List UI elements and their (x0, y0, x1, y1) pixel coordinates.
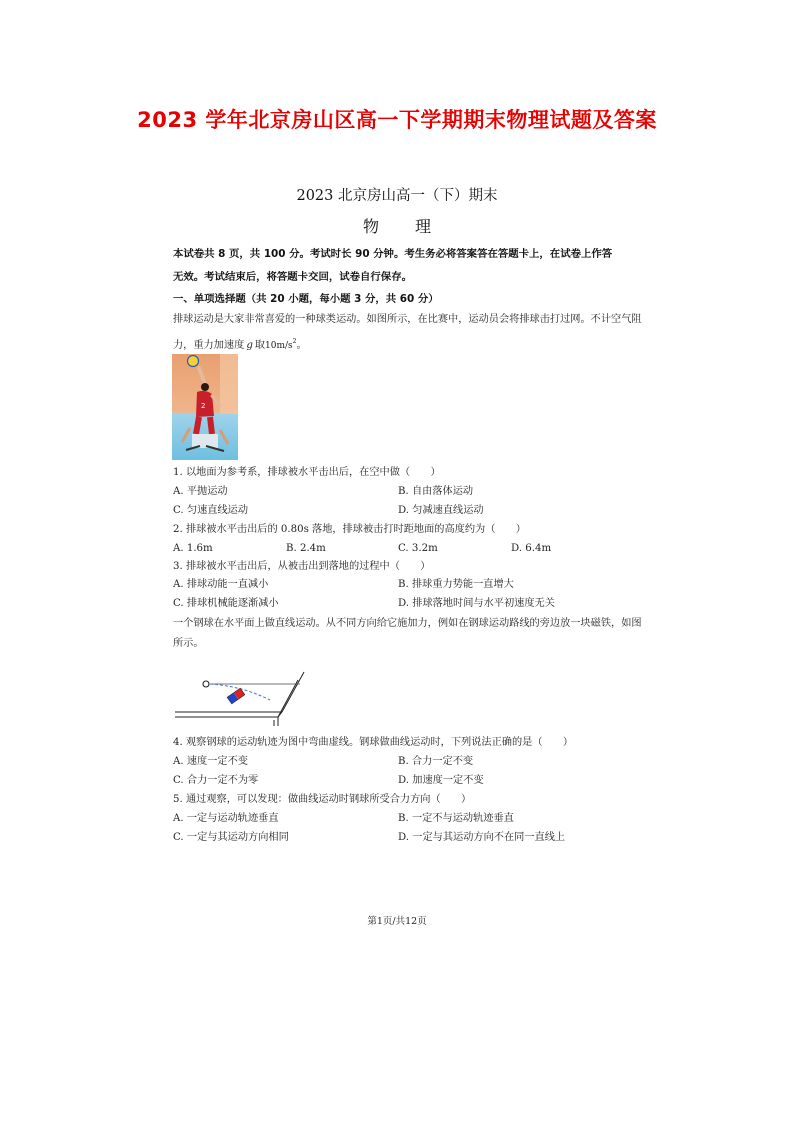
q5-option-c: C. 一定与其运动方向相同 (173, 832, 289, 843)
q4-option-d: D. 加速度一定不变 (398, 775, 484, 786)
context1-line-1: 排球运动是大家非常喜爱的一种球类运动。如图所示，在比赛中，运动员会将排球击打过网。不计空气阻 (173, 314, 642, 325)
q1-option-d: D. 匀减速直线运动 (398, 505, 484, 516)
exam-title: 2023 北京房山高一（下）期末 (296, 188, 498, 204)
subject-heading (0, 214, 794, 237)
svg-text:2: 2 (201, 402, 206, 410)
page-footer: 第1页/共12页 (367, 916, 427, 927)
q1-option-a: A. 平抛运动 (173, 486, 228, 497)
volleyball-player-photo (172, 354, 238, 460)
q5-stem: 5. 通过观察，可以发现：做曲线运动时钢球所受合力方向（ ） (173, 794, 472, 805)
context1-line-2 (173, 335, 307, 353)
q4-stem: 4. 观察钢球的运动轨迹为图中弯曲虚线。钢球做曲线运动时，下列说法正确的是（ ） (173, 737, 574, 748)
q4-option-c: C. 合力一定不为零 (173, 775, 259, 786)
subject-char-2: 理 (415, 217, 432, 236)
g-value: 10m/s (265, 341, 293, 351)
q2-option-d: D. 6.4m (511, 543, 552, 554)
context2-line-2: 所示。 (173, 638, 204, 649)
q3-option-d: D. 排球落地时间与水平初速度无关 (398, 598, 555, 609)
q5-option-b: B. 一定不与运动轨迹垂直 (398, 813, 514, 824)
q3-option-a: A. 排球动能一直减小 (173, 579, 269, 590)
g-symbol: g (246, 340, 253, 351)
q1-stem: 1. 以地面为参考系，排球被水平击出后，在空中做（ ） (173, 467, 441, 478)
subject-char-1: 物 (362, 217, 379, 236)
q1-option-c: C. 匀速直线运动 (173, 505, 249, 516)
g-exponent: 2 (292, 338, 297, 345)
q3-stem: 3. 排球被水平击出后，从被击出到落地的过程中（ ） (173, 561, 431, 572)
context1-suffix: 。 (296, 340, 307, 351)
document-title: 2023 学年北京房山区高一下学期期末物理试题及答案 (137, 108, 657, 132)
q3-option-c: C. 排球机械能逐渐减小 (173, 598, 279, 609)
q2-stem: 2. 排球被水平击出后的 0.80s 落地，排球被击打时距地面的高度约为（ ） (173, 524, 526, 535)
q2-option-c: C. 3.2m (398, 543, 438, 554)
context1-prefix: 力，重力加速度 (173, 340, 245, 351)
q4-option-a: A. 速度一定不变 (173, 756, 248, 767)
context2-line-1: 一个钢球在水平面上做直线运动。从不同方向给它施加力，例如在钢球运动路线的旁边放一块磁铁，如图 (173, 618, 642, 629)
context1-mid: 取 (254, 340, 266, 351)
section-heading: 一、单项选择题（共 20 小题，每小题 3 分，共 60 分） (173, 293, 439, 305)
q1-option-b: B. 自由落体运动 (398, 486, 474, 497)
instructions-line-2: 无效。考试结束后，将答题卡交回，试卷自行保存。 (173, 271, 412, 283)
steel-ball-magnet-diagram (172, 668, 312, 730)
instructions-line-1: 本试卷共 8 页，共 100 分。考试时长 90 分钟。考生务必将答案答在答题卡上，在试卷上作答 (173, 248, 613, 260)
q4-option-b: B. 合力一定不变 (398, 756, 474, 767)
q5-option-d: D. 一定与其运动方向不在同一直线上 (398, 832, 566, 843)
q3-option-b: B. 排球重力势能一直增大 (398, 579, 514, 590)
q2-option-b: B. 2.4m (286, 543, 326, 554)
q5-option-a: A. 一定与运动轨迹垂直 (173, 813, 279, 824)
q2-option-a: A. 1.6m (173, 543, 213, 554)
